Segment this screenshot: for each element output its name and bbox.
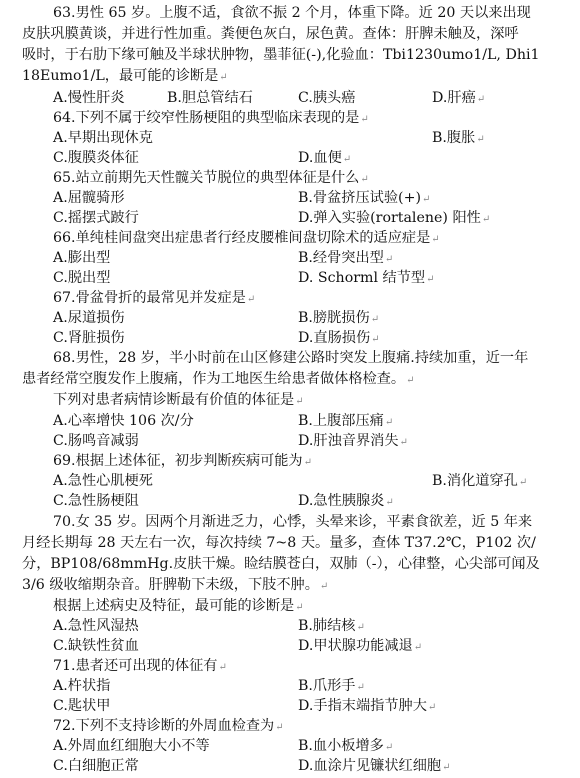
q69-option-d: D.急性胰腺炎↵ <box>298 493 394 509</box>
q67-option-d: D.直肠损伤↵ <box>298 330 380 346</box>
q64-option-c: C.腹膜炎体征 <box>53 150 139 166</box>
q69-option-a: A.急性心肌梗死 <box>53 473 153 489</box>
q71-option-c: C.匙状甲 <box>53 698 111 714</box>
q67-stem: 67.骨盆骨折的最常见并发症是↵ <box>53 290 256 306</box>
q65-option-a: A.屈髋骑形 <box>53 190 125 206</box>
q70-stem-line-2: 月经长期每 28 天左右一次，每次持续 7~8 天。量多，查体 T37.2℃，P102 次/ <box>22 535 536 551</box>
q64-option-d: D.血便↵ <box>298 150 352 166</box>
q71-option-b: B.爪形手↵ <box>298 678 365 694</box>
q65-option-b: B.骨盆挤压试验(+)↵ <box>298 190 431 206</box>
q70-stem-line-3: 分，BP108/68mmHg.皮肤干燥。睑结膜苍白，双肺（-），心律整，心尖部可闻及 <box>22 556 540 572</box>
q71-stem: 71.患者还可出现的体征有↵ <box>53 658 227 674</box>
q65-stem: 65.站立前期先天性髋关节脱位的典型体征是什么↵ <box>53 170 369 186</box>
q64-stem: 64.下列不属于绞窄性肠梗阻的典型临床表现的是↵ <box>53 110 369 126</box>
q68-option-c: C.肠鸣音减弱 <box>53 433 139 449</box>
q72-stem: 72.下列不支持诊断的外周血检查为↵ <box>53 718 284 734</box>
q68-stem-line-1: 68.男性，28 岁，半小时前在山区修建公路时突发上腹痛.持续加重，近一年 <box>53 350 529 366</box>
q68-option-d: D.肝浊音界消失↵ <box>298 433 408 449</box>
q64-option-b: B.腹胀↵ <box>432 130 485 146</box>
q70-stem-line-5: 根据上述病史及特征，最可能的诊断是↵ <box>53 598 304 614</box>
q72-option-a: A.外周血红细胞大小不等 <box>53 738 210 754</box>
q63-stem-line-2: 皮肤巩膜黄谈，并进行性加重。粪便色灰白，尿色黄。查体：肝脾未触及，深呼 <box>22 26 519 42</box>
q65-option-d: D.弹入实验(rortalene) 阳性↵ <box>298 210 491 226</box>
q70-option-a: A.急性风湿热 <box>53 618 139 634</box>
q72-option-d: D.血涂片见镰状红细胞↵ <box>298 758 451 774</box>
q66-option-b: B.经骨突出型↵ <box>298 250 394 266</box>
q63-stem-line-1: 63.男性 65 岁。上腹不适，食欲不振 2 个月，体重下降。近 20 天以来出现 <box>53 5 531 21</box>
q70-stem-line-4: 3/6 级收缩期杂音。肝脾勒下未级，下肢不肿。↵ <box>22 577 329 593</box>
q68-option-b: B.上腹部压痛↵ <box>298 413 394 429</box>
q71-option-a: A.杵状指 <box>53 678 111 694</box>
q69-option-b: B.消化道穿孔↵ <box>432 473 528 489</box>
q69-stem: 69.根据上述体征，初步判断疾病可能为↵ <box>53 453 312 469</box>
q70-option-c: C.缺铁性贫血 <box>53 638 139 654</box>
q72-option-b: B.血小板增多↵ <box>298 738 394 754</box>
q63-stem-line-4: 18Eumo1/L，最可能的诊断是↵ <box>22 68 228 84</box>
q70-stem-line-1: 70.女 35 岁。因两个月渐进乏力，心悸，头晕来诊，平素食欲差，近 5 年来 <box>53 514 533 530</box>
q66-option-d: D. Schorml 结节型↵ <box>298 270 435 286</box>
q63-option-c: C.胰头癌 <box>298 90 356 106</box>
q68-stem-line-2: 患者经常空腹发作上腹痛，作为工地医生给患者做体格检查。↵ <box>22 371 415 387</box>
q63-option-b: B.胆总管结石 <box>167 90 253 106</box>
q63-option-a: A.慢性肝炎 <box>53 90 125 106</box>
q64-option-a: A.早期出现休克 <box>53 130 153 146</box>
q71-option-d: D.手指末端指节肿大↵ <box>298 698 437 714</box>
q63-stem-line-3: 吸时，于右肋下缘可触及半球状肿物，墨菲征(-),化验血：Tbi1230umo1/L, Dhi1 <box>22 47 540 63</box>
q63-option-d: D.肝癌↵ <box>432 90 486 106</box>
q66-option-a: A.膨出型 <box>53 250 111 266</box>
q67-option-c: C.肾脏损伤 <box>53 330 125 346</box>
q68-option-a: A.心率增快 106 次/分 <box>53 413 194 429</box>
q69-option-c: C.急性肠梗阻 <box>53 493 139 509</box>
q66-stem: 66.单纯桂间盘突出症患者行经皮腰椎间盘切除术的适应症是↵ <box>53 230 440 246</box>
q70-option-d: D.甲状腺功能减退↵ <box>298 638 423 654</box>
q72-option-c: C.白细胞正常 <box>53 758 139 774</box>
q67-option-b: B.膀胱损伤↵ <box>298 310 380 326</box>
q66-option-c: C.脱出型 <box>53 270 111 286</box>
q68-stem-line-3: 下列对患者病情诊断最有价值的体征是↵ <box>53 392 304 408</box>
q67-option-a: A.尿道损伤 <box>53 310 125 326</box>
q70-option-b: B.肺结核↵ <box>298 618 365 634</box>
q65-option-c: C.摇摆式跛行 <box>53 210 139 226</box>
